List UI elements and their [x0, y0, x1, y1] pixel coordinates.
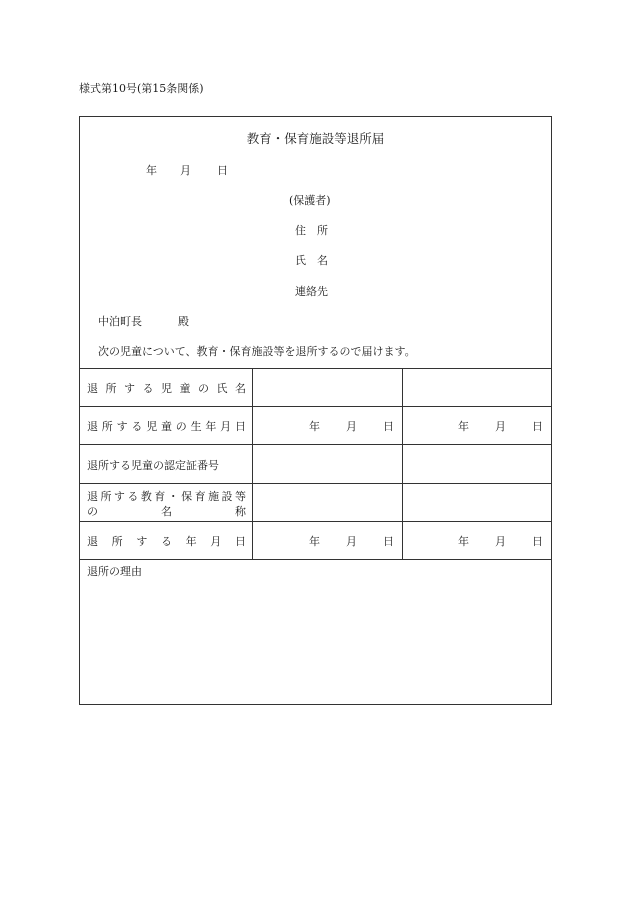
withdrawal-date-units-2 [458, 533, 543, 549]
label-char: の [175, 420, 187, 433]
notice-text: 次の児童について、教育・保育施設等を退所するので届けます。 [98, 345, 416, 358]
birthdate-field-2[interactable] [403, 407, 551, 445]
label-char: 童 [160, 420, 172, 433]
label-char: 教 [140, 490, 152, 503]
label-char: 名 [235, 382, 246, 395]
label-cell [80, 407, 253, 445]
label-char: 所 [100, 490, 112, 503]
label-char: 所 [105, 382, 117, 395]
label-char: 所 [111, 535, 123, 548]
withdrawal-date-units [309, 533, 394, 549]
label-char: 退 [87, 382, 98, 395]
year-unit: 年 [309, 535, 320, 548]
label-char: る [160, 535, 172, 548]
label-char: 退 [87, 420, 98, 433]
month-unit: 月 [495, 420, 506, 433]
addressee-mayor: 中泊町長 [98, 315, 142, 328]
addressee-honorific: 殿 [178, 315, 189, 328]
table-row-child-name [80, 368, 551, 407]
label-char: す [113, 490, 125, 503]
certificate-number-label: 退所する児童の認定証番号 [87, 458, 219, 472]
label-char: 童 [179, 382, 191, 395]
birthdate-field[interactable] [253, 407, 403, 445]
birthdate-label [87, 418, 246, 434]
certificate-number-field-2[interactable] [403, 445, 551, 484]
label-char: 月 [210, 535, 222, 548]
facility-name-field-2[interactable] [403, 484, 551, 522]
label-char: 保 [181, 490, 193, 503]
form-header [80, 117, 551, 368]
day-unit: 日 [532, 535, 543, 548]
month-unit: 月 [495, 535, 506, 548]
withdrawal-date-field-2[interactable] [403, 522, 551, 560]
child-name-label [87, 380, 246, 396]
label-char: 日 [234, 535, 246, 548]
label-char: 設 [221, 490, 233, 503]
label-char: 退 [87, 535, 98, 548]
withdrawal-date-label [87, 533, 246, 549]
year-unit: 年 [309, 420, 320, 433]
day-unit: 日 [532, 420, 543, 433]
label-char: す [136, 535, 148, 548]
guardian-name-label: 氏 名 [295, 254, 328, 267]
facility-name-label-line1 [87, 488, 246, 504]
reason-label: 退所の理由 [87, 565, 142, 578]
facility-name-field[interactable] [253, 484, 403, 522]
submit-date-month: 月 [180, 164, 191, 177]
label-char: る [142, 382, 154, 395]
label-cell [80, 484, 253, 522]
label-char: ・ [167, 490, 179, 503]
label-char: 児 [146, 420, 158, 433]
label-char: 名 [161, 505, 172, 518]
birthdate-date-units [309, 418, 394, 434]
month-unit: 月 [346, 420, 357, 433]
submit-date-day: 日 [217, 164, 228, 177]
label-char: す [124, 382, 135, 395]
guardian-contact-label: 連絡先 [295, 285, 328, 298]
label-char: 児 [161, 382, 172, 395]
label-char: の [87, 505, 98, 518]
form-title: 教育・保育施設等退所届 [246, 131, 385, 146]
label-char: 所 [101, 420, 113, 433]
label-char: 施 [208, 490, 220, 503]
label-char: 育 [194, 490, 206, 503]
label-char: 等 [234, 490, 246, 503]
day-unit: 日 [383, 535, 394, 548]
guardian-address-label: 住 所 [295, 224, 328, 237]
label-char: の [198, 382, 209, 395]
withdrawal-date-field[interactable] [253, 522, 403, 560]
label-char: る [131, 420, 143, 433]
month-unit: 月 [346, 535, 357, 548]
year-unit: 年 [458, 420, 469, 433]
label-char: 称 [235, 505, 246, 518]
label-char: 月 [220, 420, 232, 433]
day-unit: 日 [383, 420, 394, 433]
child-name-field-2[interactable] [403, 369, 551, 407]
year-unit: 年 [458, 535, 469, 548]
table-row-withdrawal-date [80, 521, 551, 560]
reason-field[interactable] [80, 559, 551, 705]
label-char: す [116, 420, 128, 433]
label-char: 年 [185, 535, 197, 548]
guardian-heading: (保護者) [289, 194, 331, 207]
table-row-facility [80, 483, 551, 522]
label-cell [80, 522, 253, 560]
label-char: 氏 [216, 382, 228, 395]
label-char: 生 [190, 420, 202, 433]
label-char: 退 [87, 490, 98, 503]
certificate-number-field[interactable] [253, 445, 403, 484]
facility-name-label-line2 [87, 503, 246, 519]
label-char: る [127, 490, 139, 503]
table-row-certificate [80, 444, 551, 484]
label-char: 日 [234, 420, 246, 433]
form-frame [79, 116, 552, 705]
birthdate-date-units-2 [458, 418, 543, 434]
label-char: 育 [154, 490, 166, 503]
label-cell [80, 369, 253, 407]
table-row-birthdate [80, 406, 551, 445]
form-number-label: 様式第10号(第15条関係) [79, 82, 204, 95]
label-char: 年 [205, 420, 217, 433]
submit-date-year: 年 [146, 164, 157, 177]
child-name-field[interactable] [253, 369, 403, 407]
label-cell [80, 445, 253, 484]
